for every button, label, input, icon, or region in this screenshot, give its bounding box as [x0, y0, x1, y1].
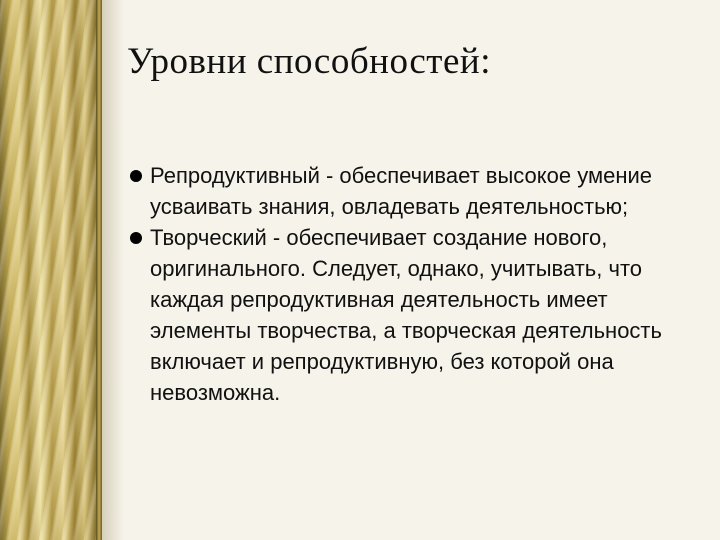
bullet-dot-icon	[130, 170, 142, 182]
bullet-dot-icon	[130, 232, 142, 244]
bullet-list	[128, 160, 708, 408]
bullet-text: Репродуктивный - обеспечивает высокое умение усваивать знания, овладевать деятельностью;	[150, 163, 652, 219]
slide-title: Уровни способностей:	[127, 41, 491, 82]
bullet-item-reproductive	[128, 160, 708, 222]
pillar-shadow-decoration	[102, 0, 124, 540]
bullet-item-creative	[128, 222, 708, 408]
bullet-text: Творческий - обеспечивает создание нового, оригинального. Следует, однако, учитывать, что каждая репродуктивная деятельность имеет элементы творчества, а творческая деятельность включает и репродуктивную, без которой она невозможна.	[150, 225, 662, 405]
gold-pillar-decoration	[0, 0, 96, 540]
